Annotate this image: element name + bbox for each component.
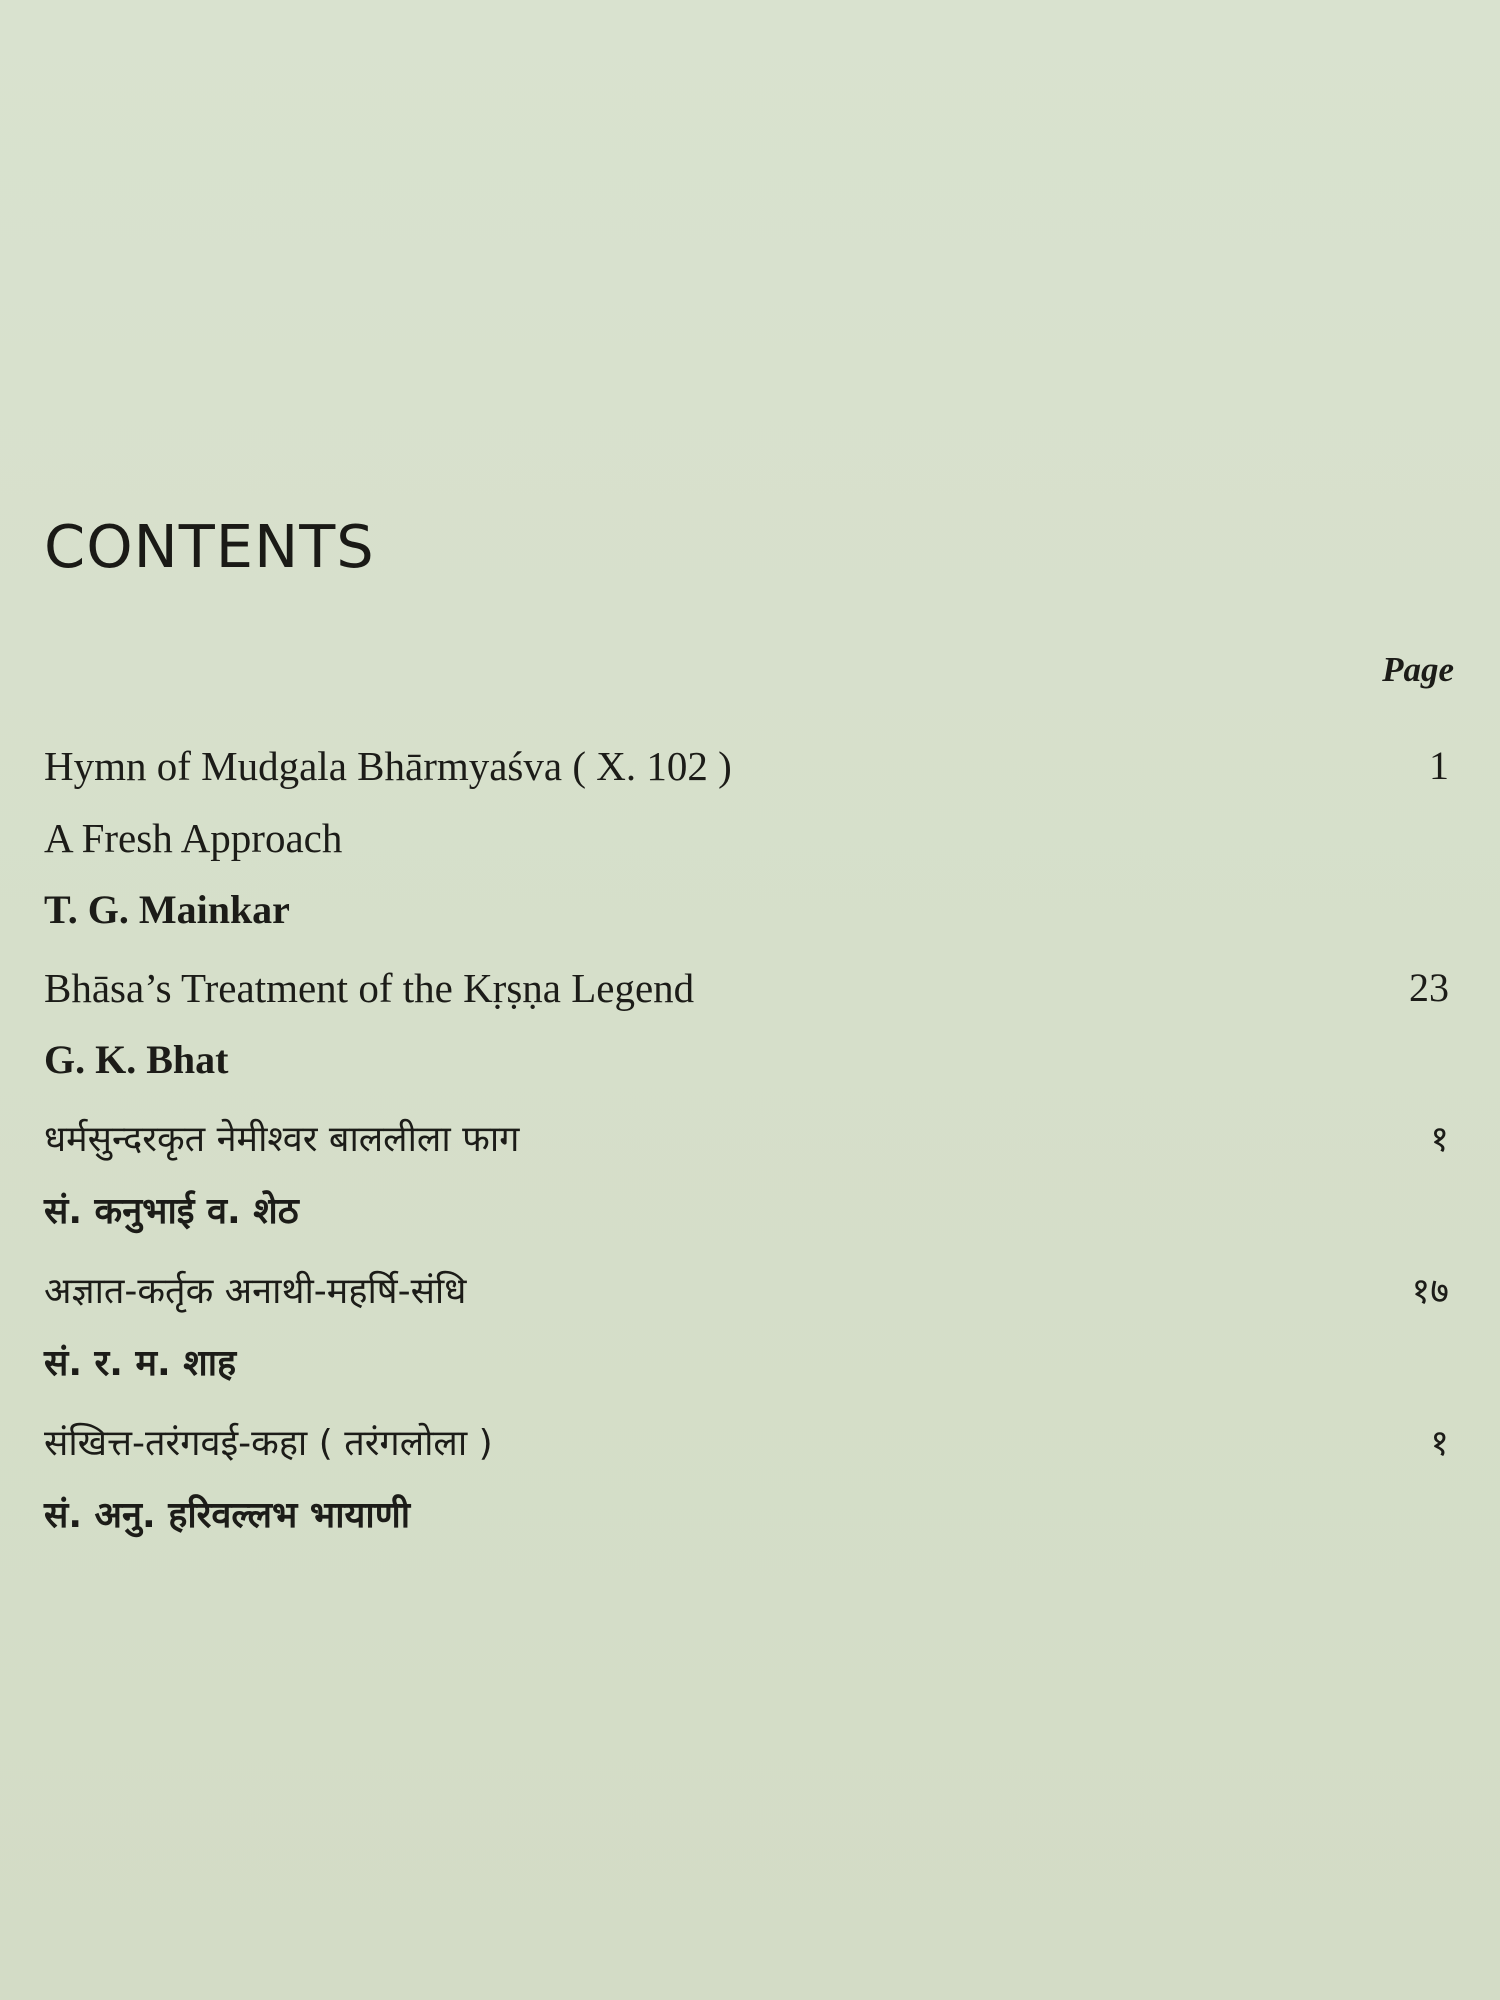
table-of-contents — [44, 730, 1449, 1552]
entry-author: सं. र. म. शाह — [44, 1343, 237, 1384]
entry-title: अज्ञात-कर्तृक अनाथी-महर्षि-संधि — [44, 1271, 467, 1312]
entry-subtitle: A Fresh Approach — [44, 815, 343, 861]
entry-author: सं. कनुभाई व. शेठ — [44, 1191, 299, 1232]
toc-entry — [44, 1104, 1449, 1248]
entry-page-number: 23 — [1409, 965, 1449, 1010]
entry-page-number: 1 — [1429, 743, 1449, 788]
page-column-label: Page — [1382, 650, 1454, 689]
entry-page-number: १ — [1430, 1423, 1449, 1464]
toc-entry — [44, 730, 1449, 946]
entry-page-number: १७ — [1411, 1271, 1449, 1312]
entry-author: T. G. Mainkar — [44, 887, 290, 932]
toc-entry — [44, 1256, 1449, 1400]
toc-entry — [44, 1408, 1449, 1552]
entry-author: G. K. Bhat — [44, 1037, 229, 1082]
entry-title: धर्मसुन्दरकृत नेमीश्वर बाललीला फाग — [44, 1119, 520, 1160]
entry-title: Bhāsa’s Treatment of the Kṛṣṇa Legend — [44, 965, 695, 1011]
entry-page-number: १ — [1430, 1119, 1449, 1160]
entry-title: संखित्त-तरंगवई-कहा ( तरंगलोला ) — [44, 1423, 493, 1464]
entry-title: Hymn of Mudgala Bhārmyaśva ( X. 102 ) — [44, 743, 732, 789]
toc-entry — [44, 952, 1449, 1096]
entry-author: सं. अनु. हरिवल्लभ भायाणी — [44, 1495, 411, 1536]
page-title: CONTENTS — [44, 512, 375, 581]
